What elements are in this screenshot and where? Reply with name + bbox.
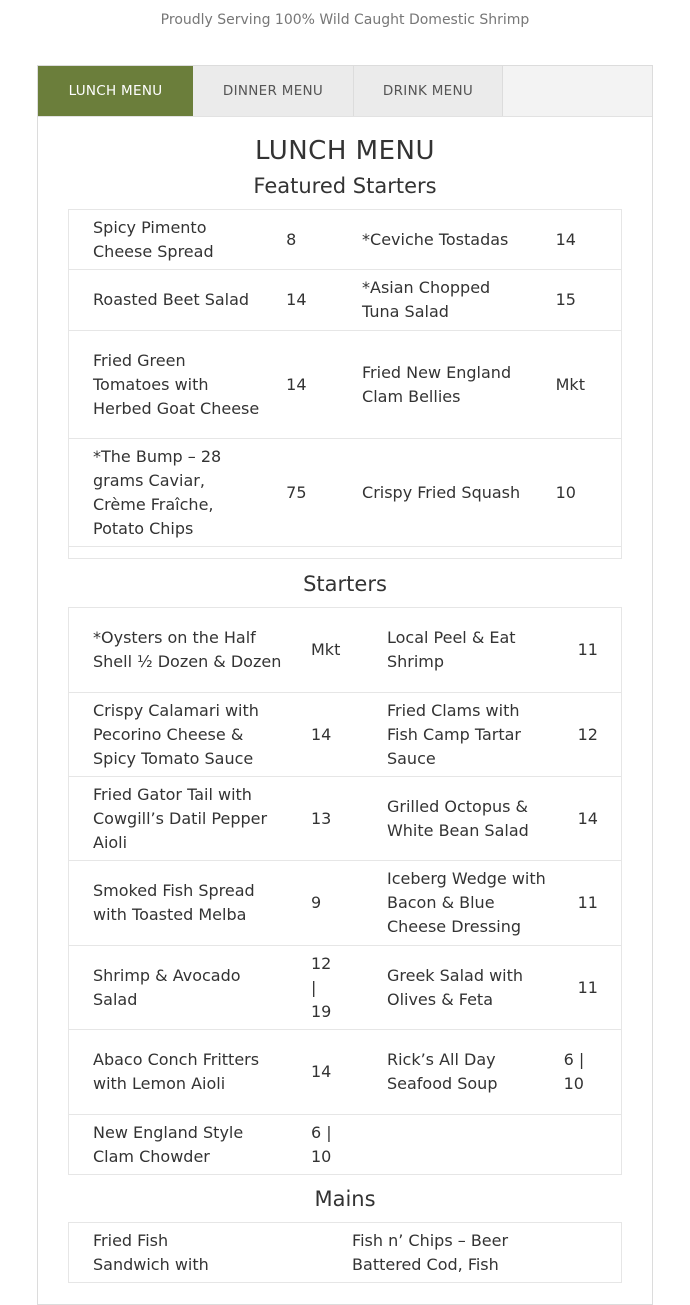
menu-item-name: Crispy Fried Squash (338, 439, 532, 547)
menu-item-price: 6 | 10 (287, 1115, 363, 1175)
menu-item-price: 15 (532, 270, 622, 331)
table-row (69, 270, 622, 331)
menu-item-name: Crispy Calamari with Pecorino Cheese & Spicy Tomato Sauce (69, 693, 288, 777)
menu-item-name: Roasted Beet Salad (69, 270, 263, 331)
table-row (69, 693, 622, 777)
section-title-featured: Featured Starters (253, 174, 437, 198)
menu-item-name: *Oysters on the Half Shell ½ Dozen & Dozen (93, 628, 282, 671)
menu-item-name: Fried Gator Tail with Cowgill’s Datil Pepper Aioli (69, 777, 288, 861)
table-row (69, 946, 622, 1030)
menu-item-price: 14 (555, 229, 576, 249)
featured-starters-table (68, 209, 622, 559)
tab-lunch-menu[interactable]: LUNCH MENU (38, 66, 193, 116)
menu-item-name: Fried Clams with Fish Camp Tartar Sauce (363, 693, 554, 777)
starters-table (68, 607, 622, 1175)
menu-item-price: 14 (554, 777, 622, 861)
menu-item-price: 14 (287, 693, 363, 777)
menu-item-price: 10 (532, 439, 622, 547)
menu-item-name: Rick’s All Day Seafood Soup (363, 1030, 554, 1115)
table-row (69, 861, 622, 946)
table-spacer-row (69, 547, 622, 559)
menu-item-price: 75 (262, 439, 338, 547)
menu-item-name: Fried Fish Sandwich with (93, 1230, 209, 1274)
menu-item-name: Spicy Pimento Cheese Spread (93, 217, 214, 261)
menu-item-price: 8 (286, 229, 297, 249)
menu-item-name: Fried Green Tomatoes with Herbed Goat Cheese (69, 331, 263, 439)
menu-item-price: Mkt (532, 331, 622, 439)
menu-item-price: 6 | 10 (554, 1030, 622, 1115)
menu-item-name: Fried New England Clam Bellies (338, 331, 532, 439)
tab-drink-menu[interactable]: DRINK MENU (354, 66, 503, 116)
menu-item-name: Shrimp & Avocado Salad (69, 946, 288, 1030)
table-row (69, 777, 622, 861)
section-title-starters: Starters (303, 572, 387, 596)
menu-item-name: New England Style Clam Chowder (69, 1115, 288, 1175)
table-row (69, 439, 622, 547)
section-title-mains: Mains (314, 1187, 376, 1211)
menu-item-name: Local Peel & Eat Shrimp (386, 628, 516, 671)
tab-dinner-menu[interactable]: DINNER MENU (193, 66, 354, 116)
menu-tabs (38, 66, 652, 117)
table-row (69, 1030, 622, 1115)
menu-item-price: 12 | 19 (287, 946, 363, 1030)
menu-item-name: Iceberg Wedge with Bacon & Blue Cheese Dressing (363, 861, 554, 946)
menu-item-name: *The Bump – 28 grams Caviar, Crème Fraîche, Potato Chips (69, 439, 263, 547)
menu-item-name: *Ceviche Tostadas (362, 229, 509, 249)
menu-item-name: *Asian Chopped Tuna Salad (338, 270, 532, 331)
menu-item-price: 13 (287, 777, 363, 861)
menu-item-price: 12 (554, 693, 622, 777)
menu-item-price: 11 (554, 861, 622, 946)
table-row (69, 331, 622, 439)
table-row (69, 210, 622, 270)
menu-title: LUNCH MENU (255, 136, 435, 166)
menu-item-price: 14 (262, 331, 338, 439)
menu-item-name: Abaco Conch Fritters with Lemon Aioli (69, 1030, 288, 1115)
menu-item-name (363, 1115, 554, 1175)
menu-item-name: Fish n’ Chips – Beer Battered Cod, Fish (352, 1230, 509, 1274)
menu-item-price: 11 (577, 640, 598, 659)
menu-item-name: Greek Salad with Olives & Feta (363, 946, 554, 1030)
menu-item-price: 14 (287, 1030, 363, 1115)
tagline: Proudly Serving 100% Wild Caught Domestic Shrimp (160, 12, 530, 28)
menu-item-price: Mkt (311, 640, 341, 659)
menu-item-price: 9 (287, 861, 363, 946)
tab-bar-filler (503, 66, 652, 116)
table-row (69, 1115, 622, 1175)
menu-item-price (554, 1115, 622, 1175)
menu-item-price: 11 (554, 946, 622, 1030)
table-row (69, 608, 622, 693)
menu-item-name: Grilled Octopus & White Bean Salad (363, 777, 554, 861)
menu-item-name: Smoked Fish Spread with Toasted Melba (69, 861, 288, 946)
menu-item-price: 14 (262, 270, 338, 331)
